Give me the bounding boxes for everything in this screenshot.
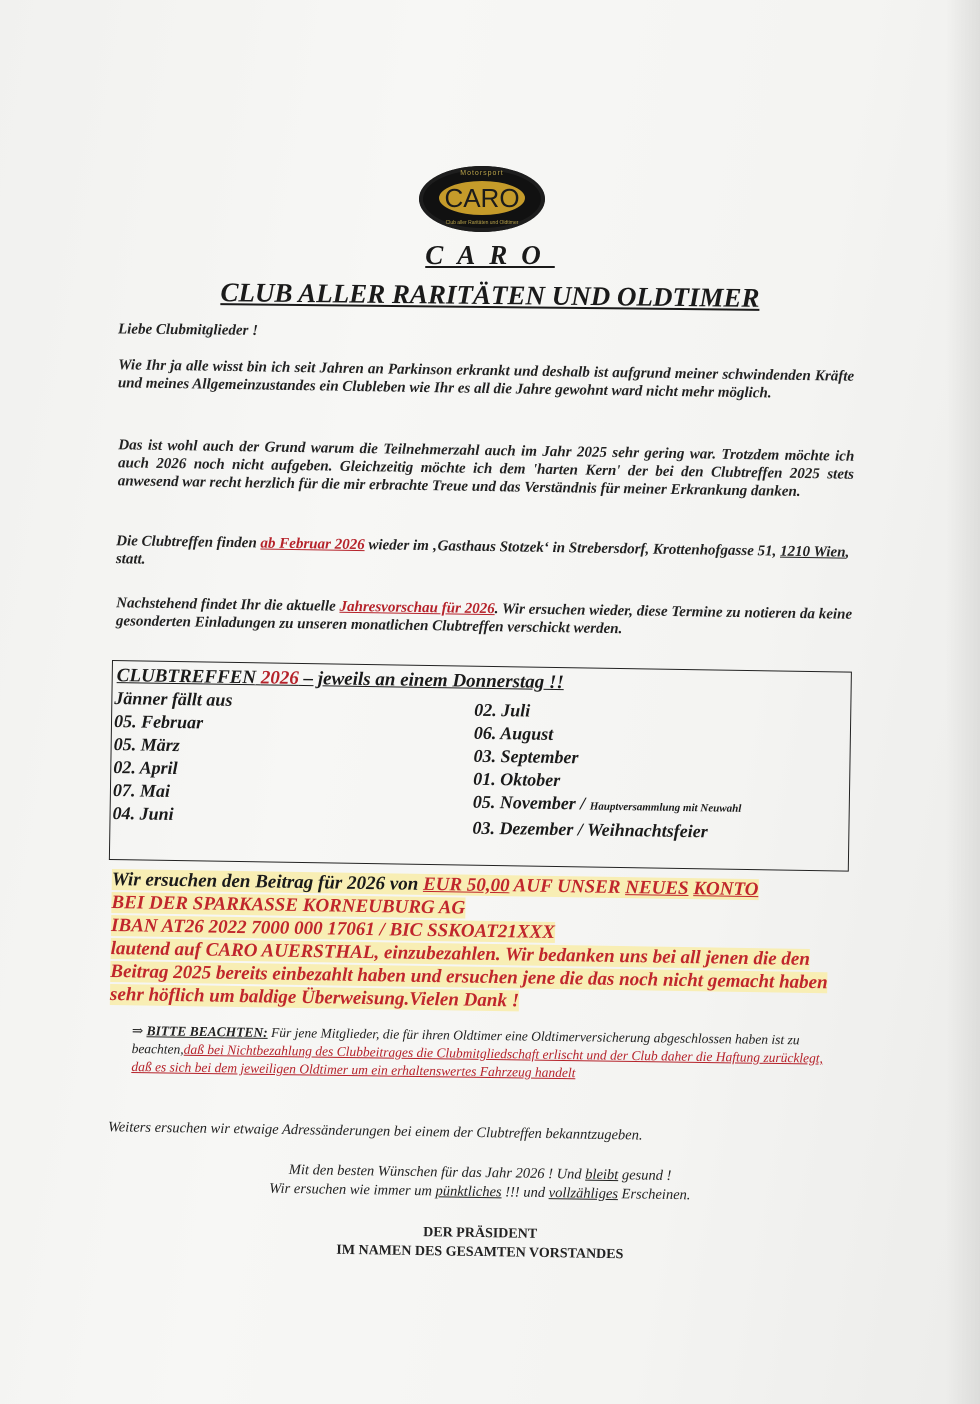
payment-neues: NEUES bbox=[625, 877, 689, 900]
preview-text-a: Nachstehend findet Ihr die aktuelle bbox=[116, 595, 336, 615]
schedule-title-a: CLUBTREFFEN bbox=[116, 665, 257, 689]
request-text-a: Wir ersuchen wie immer um bbox=[269, 1180, 433, 1200]
schedule-title-year: 2026 bbox=[260, 667, 300, 689]
wishes-text-a: Mit den besten Wünschen für das Jahr 2026 ! Und bbox=[288, 1161, 582, 1183]
club-title: CLUB ALLER RARITÄTEN UND OLDTIMER bbox=[220, 277, 760, 313]
venue-start-date: ab Februar 2026 bbox=[260, 535, 365, 554]
venue-text-b: wieder im ‚Gasthaus Stotzek‘ in Strebersdorf, Krottenhofgasse 51, bbox=[368, 537, 777, 560]
paragraph-venue bbox=[116, 532, 856, 580]
schedule-item: 06. August bbox=[473, 722, 554, 744]
schedule-item: 02. Juli bbox=[474, 699, 531, 721]
schedule-item: 03. Dezember / Weihnachtsfeier bbox=[472, 817, 708, 842]
schedule-item: 07. Mai bbox=[112, 780, 171, 801]
caro-logo bbox=[419, 166, 545, 232]
request-complete: vollzähliges bbox=[548, 1185, 619, 1203]
schedule-item: 05. März bbox=[113, 734, 180, 756]
logo-ring-top-text: Motorsport bbox=[460, 170, 504, 177]
november-date: 05. November / bbox=[472, 791, 586, 814]
schedule-item: 01. Oktober bbox=[473, 768, 561, 791]
notice-text: Für jene Mitglieder, die für ihren Oldtimer eine Oldtimerversicherung abgeschlossen haben ist zu beachten, bbox=[131, 1024, 800, 1057]
payment-iban: IBAN AT26 2022 7000 000 17061 / BIC SSKOAT21XXX bbox=[110, 914, 556, 943]
schedule-item: 02. April bbox=[113, 757, 178, 779]
paragraph-attendance: Das ist wohl auch der Grund warum die Teilnehmerzahl auch im Jahr 2025 sehr gering war. Trotzdem möchte ich auch 2026 noch nicht aufgeben. Gleichzeitig möchte ich dem 'harten Kern' der bei den Clubtreffen 2025 stets anwesend war recht herzlich für die mir erbrachte Treue und das Verständnis für meiner Erkrankung danken. bbox=[117, 437, 855, 500]
payment-bank: BEI DER SPARKASSE KORNEUBURG AG bbox=[111, 891, 466, 919]
schedule-item: 03. September bbox=[473, 745, 579, 768]
payment-text-b: AUF UNSER bbox=[513, 875, 621, 898]
signature-board: IM NAMEN DES GESAMTEN VORSTANDES bbox=[336, 1242, 624, 1263]
preview-link: Jahresvorschau für 2026 bbox=[339, 598, 495, 618]
venue-text-a: Die Clubtreffen finden bbox=[116, 533, 257, 552]
arrow-icon: ⇒ bbox=[131, 1022, 144, 1039]
signature bbox=[250, 1220, 711, 1265]
payment-notice bbox=[110, 868, 852, 1018]
request-text-b: !!! und bbox=[505, 1184, 546, 1202]
closing-wishes bbox=[180, 1159, 781, 1206]
venue-text-d: , statt. bbox=[115, 544, 850, 568]
salutation: Liebe Clubmitglieder ! bbox=[117, 321, 259, 339]
request-text-c: Erscheinen. bbox=[621, 1186, 691, 1204]
wishes-bleibt: bleibt bbox=[585, 1166, 619, 1184]
paragraph-health: Wie Ihr ja alle wisst bin ich seit Jahren an Parkinson erkrankt und deshalb ist aufgrund meiner schwindenden Kräfte und meines Allgemeinzustandes ein Clubleben wie Ihr es all die Jahre gewohnt ward nicht mehr möglich. bbox=[117, 357, 855, 402]
logo-ring-bottom-text: Club aller Raritäten und Oldtimer bbox=[445, 220, 519, 226]
schedule-title-b: – jeweils an einem Donnerstag !! bbox=[303, 668, 564, 694]
logo-name: CARO bbox=[439, 181, 525, 215]
preview-text-b: . Wir ersuchen wieder, diese Termine zu notieren da keine gesonderten Einladungen zu unseren monatlichen Clubtreffen verschickt werden. bbox=[115, 601, 853, 638]
address-change-note: Weiters ersuchen wir etwaige Adressänderungen bei einem der Clubtreffen bekanntzugeben. bbox=[107, 1119, 643, 1144]
club-acronym: CARO bbox=[425, 240, 555, 270]
schedule-item: 04. Juni bbox=[112, 803, 174, 824]
schedule-box bbox=[109, 660, 852, 872]
payment-amount: EUR 50,00 bbox=[422, 873, 510, 897]
payment-rest: lautend auf CARO AUERSTHAL, einzubezahlen. Wir bedanken uns bei all jenen die den Beitrag 2025 bereits einbezahlt haben und ersuchen jene die das noch nicht gemacht haben sehr höflich um baldige Überweisung.Vielen Dank ! bbox=[109, 937, 828, 1012]
wishes-text-b: gesund ! bbox=[621, 1167, 672, 1185]
payment-konto: KONTO bbox=[693, 878, 759, 901]
notice-warning: daß bei Nichtbezahlung des Clubbeitrages die Clubmitgliedschaft erlischt und der Club daher die Haftung zurücklegt, daß es sich bei dem jeweiligen Oldtimer um ein erhaltenswertes Fahrzeug handelt bbox=[131, 1041, 824, 1081]
schedule-item: Jänner fällt aus bbox=[114, 688, 233, 710]
venue-city: 1210 Wien bbox=[779, 543, 846, 561]
schedule-column-right bbox=[472, 699, 743, 844]
schedule-column-left bbox=[112, 687, 232, 827]
november-note: Hauptversammlung mit Neuwahl bbox=[589, 800, 742, 815]
notice-label: BITTE BEACHTEN: bbox=[146, 1023, 268, 1040]
schedule-item: 05. Februar bbox=[113, 711, 204, 733]
paragraph-preview bbox=[116, 594, 852, 642]
insurance-notice bbox=[131, 1022, 842, 1086]
request-punctual: pünktliches bbox=[435, 1183, 502, 1201]
payment-text-a: Wir ersuchen den Beitrag für 2026 von bbox=[111, 868, 419, 895]
paper-edge-shadow bbox=[946, 0, 980, 1404]
signature-title: DER PRÄSIDENT bbox=[423, 1225, 538, 1242]
